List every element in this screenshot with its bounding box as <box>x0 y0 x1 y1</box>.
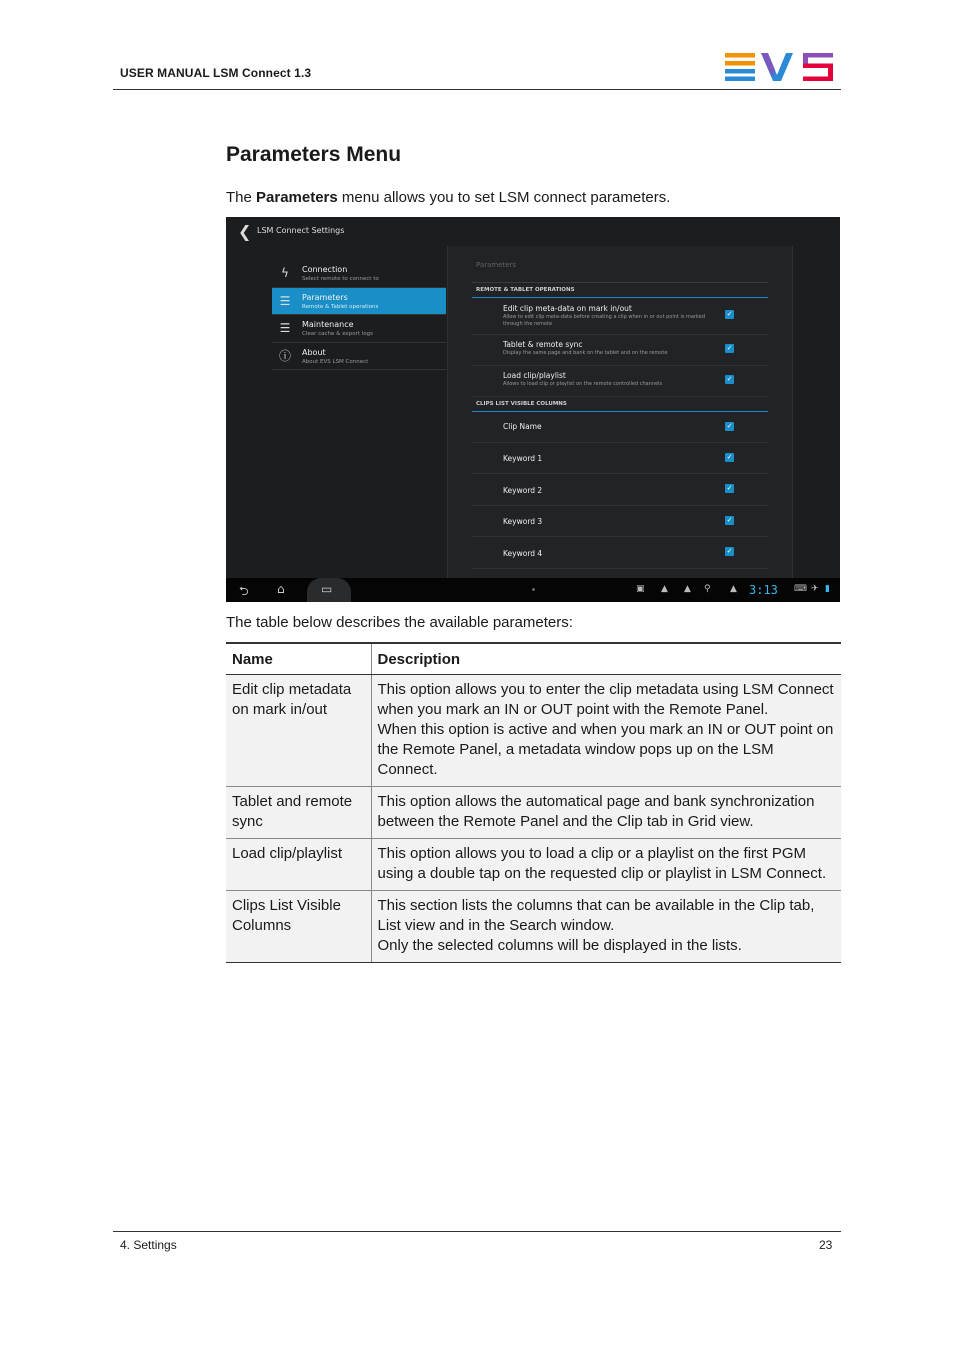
nav-back-icon[interactable]: ⮌ <box>239 584 249 598</box>
option-label: Edit clip meta-data on mark in/out <box>503 304 632 313</box>
param-name: Load clip/playlist <box>226 839 371 891</box>
column-label: Keyword 4 <box>503 549 543 558</box>
panel-divider <box>472 282 768 283</box>
param-description: This section lists the columns that can be available in the Clip tab, List view and in the Search window. Only the selected columns will be displayed in the lists. <box>371 891 841 963</box>
settings-menu <box>272 260 446 370</box>
section-heading: Parameters Menu <box>226 143 402 166</box>
sliders-icon: ☰ <box>279 321 291 335</box>
column-keyword-2[interactable] <box>472 474 768 506</box>
intro-paragraph: The Parameters menu allows you to set LSM connect parameters. <box>226 189 671 206</box>
option-description: Display the same page and bank on the tablet and on the remote <box>503 350 668 356</box>
notification-icon: ▲ <box>661 584 668 594</box>
checkbox-checked-icon[interactable]: ✓ <box>726 422 733 430</box>
menu-item-connection[interactable] <box>272 260 446 288</box>
menu-item-sub: About EVS LSM Connect <box>302 358 369 365</box>
nav-recent-icon: ▭ <box>321 582 333 596</box>
nav-recent-button[interactable] <box>307 578 351 602</box>
option-tablet-remote-sync[interactable] <box>472 335 768 366</box>
column-label: Keyword 1 <box>503 454 543 463</box>
checkbox-checked-icon[interactable]: ✓ <box>726 516 733 524</box>
menu-item-sub: Remote & Tablet operations <box>302 303 379 310</box>
option-edit-clip-metadata[interactable] <box>472 298 768 335</box>
menu-item-label: Connection <box>302 265 348 274</box>
checkbox-checked-icon[interactable]: ✓ <box>726 484 733 492</box>
column-keyword-3[interactable] <box>472 506 768 537</box>
info-icon: ⓘ <box>278 348 291 363</box>
menu-item-sub: Clear cache & export logs <box>302 331 374 337</box>
param-description: This option allows you to load a clip or a playlist on the first PGM using a double tap on the requested clip or playlist in LSM Connect. <box>371 839 841 891</box>
section-remote-tablet: REMOTE & TABLET OPERATIONS <box>476 287 575 293</box>
column-clip-name[interactable] <box>472 412 768 443</box>
parameters-panel <box>447 246 793 578</box>
option-label: Load clip/playlist <box>503 371 566 380</box>
airplane-icon: ✈ <box>811 584 819 594</box>
app-topbar <box>226 217 840 245</box>
battery-icon: ▮ <box>825 584 830 594</box>
menu-item-label: Parameters <box>302 292 348 302</box>
option-label: Tablet & remote sync <box>503 340 583 349</box>
menu-item-label: Maintenance <box>302 320 354 329</box>
checkbox-checked-icon[interactable]: ✓ <box>726 547 733 555</box>
checkbox-checked-icon[interactable]: ✓ <box>726 375 733 383</box>
table-header-row <box>226 643 841 675</box>
section-clips-columns: CLIPS LIST VISIBLE COLUMNS <box>476 401 567 407</box>
usb-icon: ⚲ <box>704 584 711 594</box>
android-navbar <box>226 578 840 602</box>
parameters-table <box>226 642 841 963</box>
menu-item-maintenance[interactable] <box>272 315 446 343</box>
table-row <box>226 839 841 891</box>
header-rule <box>113 89 841 90</box>
table-row <box>226 675 841 787</box>
notification-icon: ▲ <box>684 584 691 594</box>
column-label: Keyword 2 <box>503 486 543 495</box>
lsm-settings-screenshot <box>226 217 840 602</box>
footer-rule <box>113 1231 841 1232</box>
footer-section: 4. Settings <box>120 1238 177 1252</box>
column-keyword-4[interactable] <box>472 537 768 569</box>
param-name: Tablet and remote sync <box>226 787 371 839</box>
sliders-icon: ☰ <box>279 293 291 308</box>
back-chevron-icon[interactable]: ❮ <box>238 222 252 241</box>
nav-home-icon[interactable]: ⌂ <box>277 582 285 596</box>
header-description: Description <box>371 643 841 675</box>
table-row <box>226 787 841 839</box>
page-number: 23 <box>819 1238 833 1252</box>
gallery-icon: ▣ <box>636 584 645 594</box>
status-time: 3:13 <box>749 583 778 597</box>
keyboard-icon: ⌨ <box>794 584 807 594</box>
menu-item-about[interactable] <box>272 343 446 371</box>
app-title: LSM Connect Settings <box>257 226 345 235</box>
lightning-icon: ϟ <box>281 266 289 280</box>
nav-dot <box>532 588 535 591</box>
table-intro: The table below describes the available parameters: <box>226 614 573 631</box>
evs-logo <box>725 53 835 81</box>
column-keyword-1[interactable] <box>472 443 768 474</box>
table-row <box>226 891 841 963</box>
param-description: This option allows the automatical page and bank synchronization between the Remote Panel and the Clip tab in Grid view. <box>371 787 841 839</box>
checkbox-checked-icon[interactable]: ✓ <box>726 310 733 318</box>
notification-icon: ▲ <box>730 584 737 594</box>
param-name: Edit clip metadata on mark in/out <box>226 675 371 787</box>
header-name: Name <box>226 643 371 675</box>
column-label: Clip Name <box>503 422 542 431</box>
column-label: Keyword 3 <box>503 517 543 526</box>
menu-item-label: About <box>302 347 326 357</box>
panel-title: Parameters <box>476 261 517 269</box>
option-load-clip-playlist[interactable] <box>472 366 768 397</box>
param-name: Clips List Visible Columns <box>226 891 371 963</box>
option-description: Allows to load clip or playlist on the remote controlled channels <box>503 381 663 387</box>
manual-title: USER MANUAL LSM Connect 1.3 <box>120 66 312 80</box>
checkbox-checked-icon[interactable]: ✓ <box>726 453 733 461</box>
menu-item-sub: Select remote to connect to <box>302 276 379 282</box>
param-description: This option allows you to enter the clip metadata using LSM Connect when you mark an IN or OUT point with the Remote Panel. When this option is active and when you mark an IN or OUT point on the Remote Panel, a metadata window pops up on the LSM Connect. <box>371 675 841 787</box>
menu-item-parameters[interactable] <box>272 288 446 316</box>
checkbox-checked-icon[interactable]: ✓ <box>726 344 733 352</box>
option-description: Allow to edit clip meta-data before creating a clip when in or out point is marked through the remote <box>503 314 705 327</box>
